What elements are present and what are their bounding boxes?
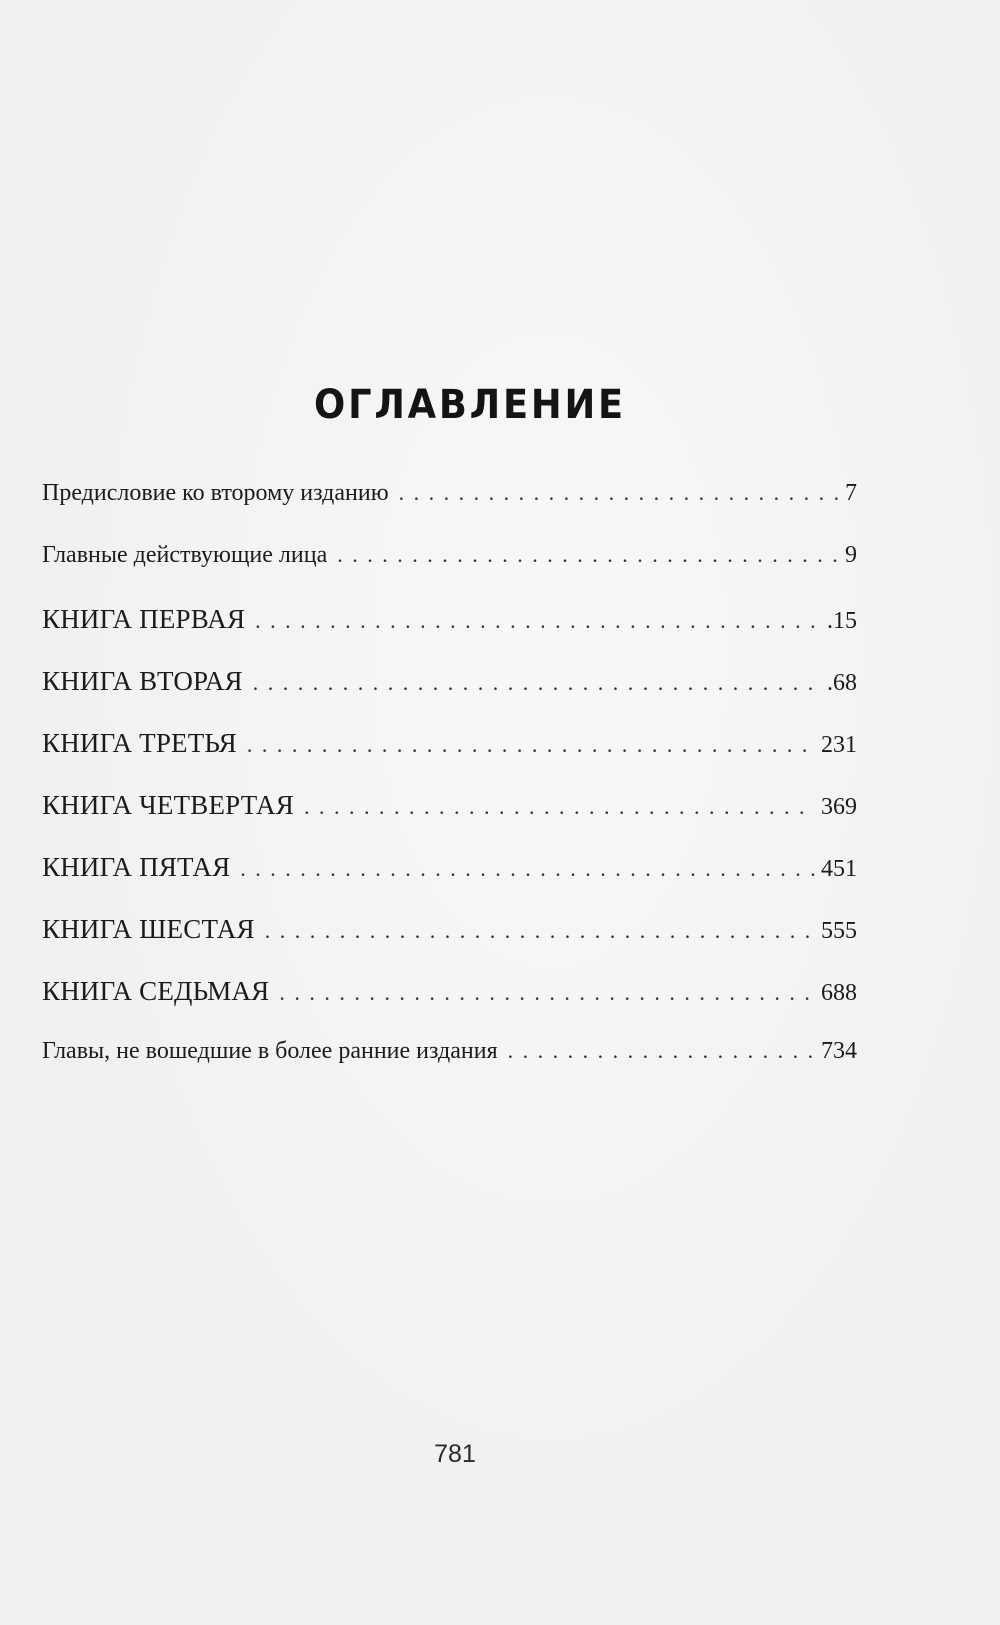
toc-entry-extra-chapters — [42, 1038, 857, 1100]
table-of-contents — [42, 480, 857, 1100]
toc-entry-book-6 — [42, 914, 857, 976]
toc-entry-page: 9 — [845, 542, 857, 568]
toc-entry-title: Главные действующие лица — [42, 542, 328, 568]
dot-leader — [265, 918, 815, 944]
dot-leader — [399, 480, 839, 506]
dot-leader — [337, 542, 839, 568]
dot-leader — [247, 732, 815, 758]
toc-entry-page: 7 — [845, 480, 857, 506]
toc-entry-book-3 — [42, 728, 857, 790]
toc-entry-characters — [42, 542, 857, 604]
toc-entry-book-2 — [42, 666, 857, 728]
toc-entry-page: 369 — [821, 794, 857, 820]
dot-leader — [279, 980, 815, 1006]
toc-entry-title: КНИГА ШЕСТАЯ — [42, 914, 255, 944]
toc-entry-title: Главы, не вошедшие в более ранние издания — [42, 1038, 498, 1064]
toc-entry-title: КНИГА ВТОРАЯ — [42, 666, 243, 696]
dot-leader — [240, 856, 815, 882]
toc-entry-page: .15 — [827, 608, 857, 634]
toc-entry-title: Предисловие ко второму изданию — [42, 480, 389, 506]
toc-entry-title: КНИГА ТРЕТЬЯ — [42, 728, 237, 758]
dot-leader — [255, 608, 821, 634]
toc-entry-title: КНИГА ПЯТАЯ — [42, 852, 231, 882]
toc-entry-title: КНИГА СЕДЬМАЯ — [42, 976, 270, 1006]
toc-entry-book-4 — [42, 790, 857, 852]
toc-entry-title: КНИГА ПЕРВАЯ — [42, 604, 246, 634]
toc-entry-page: 688 — [821, 980, 857, 1006]
toc-heading: ОГЛАВЛЕНИЕ — [314, 382, 626, 428]
toc-entry-title: КНИГА ЧЕТВЕРТАЯ — [42, 790, 294, 820]
toc-entry-page: 734 — [821, 1038, 857, 1064]
dot-leader — [253, 670, 821, 696]
toc-entry-page: 555 — [821, 918, 857, 944]
page-number: 781 — [434, 1440, 476, 1468]
dot-leader — [304, 794, 815, 820]
toc-entry-page: 451 — [821, 856, 857, 882]
toc-entry-book-7 — [42, 976, 857, 1038]
dot-leader — [508, 1038, 815, 1064]
toc-entry-book-1 — [42, 604, 857, 666]
toc-entry-preface — [42, 480, 857, 542]
toc-entry-page: 231 — [821, 732, 857, 758]
toc-entry-page: .68 — [827, 670, 857, 696]
toc-entry-book-5 — [42, 852, 857, 914]
